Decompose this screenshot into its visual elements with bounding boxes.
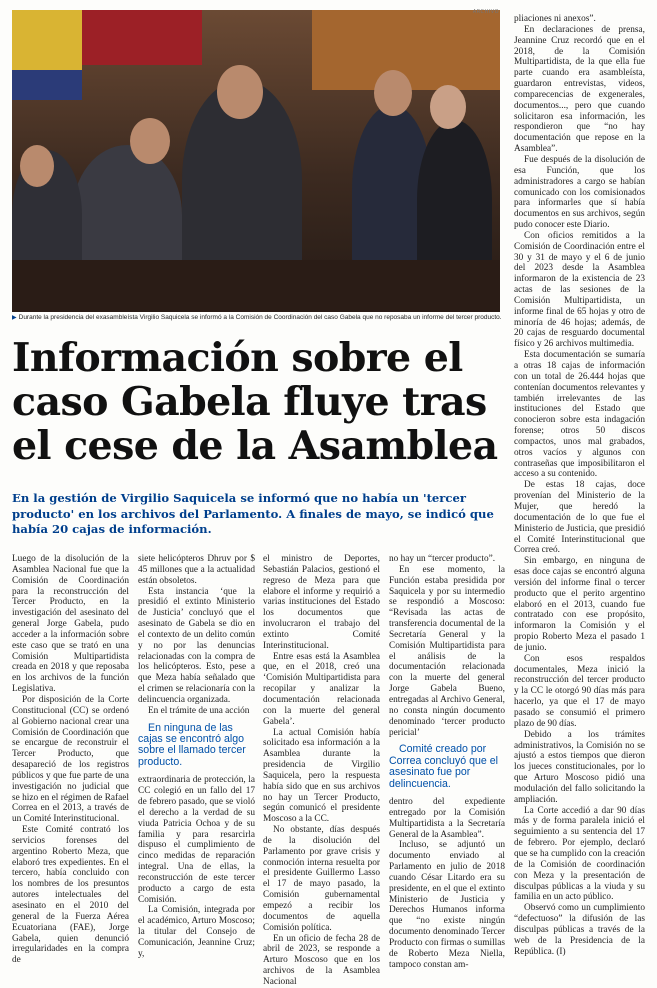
paragraph: el ministro de Deportes, Sebastián Palacios, gestionó el regreso de Meza para que elabore el informe y requirió a varias instituciones del Estado los documentos que involucraron el trabajo del extinto Comité Interinstitucional. [263,554,380,651]
paragraph: Debido a los trámites administrativos, la Comisión no se ajustó a estos tiempos que dieron los jueces constitucionales, por lo que Arturo Moscoso pidió una modulación del fallo solicitando la ampliación. [514,729,645,805]
news-photo [12,10,500,312]
paragraph: extraordinaria de protección, la CC colegió en un fallo del 17 de febrero pasado, que se violó el derecho a la verdad de su viuda Patricia Ochoa y de su familia y para resarcirla dispuso el cumplimiento de cinco medidas de reparación integral. Una de ellas, la reconstrucción de este tercer producto a cargo de esta Comisión. [138,775,255,905]
caption-text: Durante la presidencia del exasambleísta Virgilio Saquicela se informó a la Comisión de Coordinación del caso Gabela que no reposaba un informe del tercer producto. [18,314,502,321]
paragraph: La Comisión, integrada por el académico, Arturo Moscoso; la titular del Consejo de Comunicación, Jeannine Cruz; y, [138,905,255,959]
flag-yellow-band [12,10,82,70]
paragraph: Incluso, se adjuntó un documento enviado al Parlamento en julio de 2018 cuando César Litardo era su presidente, en el que el extinto Ministerio de Justicia y Derechos Humanos informa que “no existe ningún documento denominado Tercer Producto con firmas o sumillas de Roberto Meza Niella, tampoco constan am- [389,840,505,970]
body-column-1 [12,554,129,966]
caption-marker-icon: ▶ [12,315,17,321]
paragraph: Por disposición de la Corte Constitucional (CC) se ordenó al Gobierno nacional crear una Comisión de Coordinación que se encargue de reconstruir el Tercer Producto, que desapareció de los registros públicos y que fue parte de una investigación no judicial que se hizo en el régimen de Rafael Correa en el 2013, a través de un Comité Interinstitucional. [12,694,129,825]
person-woman-head [430,85,466,129]
paragraph: Con esos respaldos documentales, Meza inició la reconstrucción del tercer producto y la CC le otorgó 90 días más para hacerlo, ya que el 17 de mayo pasado se consumió el primero plazo de 90 días. [514,653,645,729]
paragraph: Observó como un cumplimiento “defectuoso” la difusión de las disculpas públicas a través de la web de la Presidencia de la República. (I) [514,903,645,957]
body-column-4 [389,554,505,970]
paragraph: En ese momento, la Función estaba presidida por Saquicela y por su intermedio se respondió a Moscoso: “Revisada las actas de transferencia documental de la Secretaría General y la Comisión Multipartidista para el análisis de la documentación relacionada con la muerte del general Jorge Gabela Bueno, entregadas al Archivo General, no consta ningún documento denominado ‘tercer producto pericial’ [389,564,505,738]
pull-quote: En ninguna de las cajas se encontró algo sobre el llamado tercer producto. [138,721,246,768]
paragraph: En declaraciones de prensa, Jeannine Cruz recordó que en el 2018, de la Comisión Multipartidista, de la que ella fue parte cuando era asambleísta, guardaron entrevistas, videos, comparecencias de exgenerales, documentos..., pero que cuando solicitaron esa información, les respondieron que “no hay documentación que repose en la Asamblea”. [514,24,645,155]
body-column-3 [263,554,380,988]
pull-quote: Comité creado por Correa concluyó que el asesinato fue por delincuencia. [389,743,498,790]
person-right-head [374,70,412,116]
paragraph: Fue después de la disolución de esa Función, que los administradores a cargo se habían comunicado con los comisionados para informarles que sí había documentos en sus archivos, según pudo conocer este Diario. [514,154,645,231]
paragraph: Esta documentación se sumaría a otras 18 cajas de información con un total de 26.444 hojas que contenían documentos relevantes y también irrelevantes de las instituciones del Estado que conocieron sobre esta indagación forense; otros 50 discos compactos, unos mal grabados, otros vacíos y algunos con contraseñas que imposibilitaron el acceso a su contenido. [514,350,645,480]
paragraph: pliaciones ni anexos”. [514,14,596,24]
paragraph: Este Comité contrató los servicios forenses del argentino Roberto Meza, que elaboró tres expedientes. En el tercero, había concluido con los nombres de los presuntos autores intelectuales del asesinato en el 2010 del general de la Fuerza Aérea Ecuatoriana (FAE), Jorge Gabela, quien denunció irregularidades en la compra de [12,825,129,966]
headline: Información sobre el caso Gabela fluye tras el cese de la Asamblea [12,335,498,469]
paragraph: Entre esas está la Asamblea que, en el 2018, creó una ‘Comisión Multipartidista para recopilar y analizar la documentación relacionada con la muerte del general Gabela’. [263,651,380,727]
paragraph: La Corte accedió a dar 90 días más y de forma paralela inició el seguimiento a su sentencia del 17 de febrero. Por ejemplo, declaró que se ha cumplido con la creación de la Comisión de coordinación con Meza y la presentación de disculpas públicas a la viuda y su familia en un acto público. [514,805,645,903]
paragraph: Luego de la disolución de la Asamblea Nacional fue que la Comisión de Coordinación para la reconstrucción del Tercer Producto, en la investigación del asesinato del general Jorge Gabela, pudo acceder a la información sobre este caso que se trató en una Comisión Multipartidista creada en 2018 y que reposaba en los archivos de la función Legislativa. [12,554,129,695]
person-woman [417,120,492,280]
person-far-left-head [20,145,54,187]
flag-blue-band [12,70,82,100]
photo-credit: ARCHIVO [472,9,499,15]
body-column-5 [514,14,645,957]
body-column-2 [138,554,255,960]
person-center-head [217,65,263,119]
paragraph: Esta instancia ‘que la presidió el extinto Ministerio de Justicia’ concluyó que el asesinato de Gabela se dio en el contexto de un delito común y no por las denuncias relacionadas con la compra de los helicópteros. Esto, pese a que Meza había señalado que el crimen se relacionaría con la delincuencia organizada. [138,586,255,705]
person-left-head [130,118,170,164]
photo-caption [12,314,500,321]
paragraph: No obstante, días después de la disolución del Parlamento por grave crisis y conmoción interna resuelta por el presidente Guillermo Lasso el 17 de mayo pasado, la Comisión gubernamental empezó a recibir los documentos de aquella Comisión política. [263,825,380,933]
paragraph: siete helicópteros Dhruv por $ 45 millones que a la actualidad están obsoletos. [138,554,255,586]
paragraph: En un oficio de fecha 28 de abril de 2023, se responde a Arturo Moscoso que en los archivos de la Asamblea Nacional [263,933,380,987]
paragraph: Sin embargo, en ninguna de esas doce cajas se encontró alguna versión del informe final o tercer producto que el perito argentino elaboró en el 2013, cuando fue contratado con ese propósito, informaron la Comisión y el propio Roberto Meza el pasado 1 de junio. [514,556,645,653]
paragraph: La actual Comisión había solicitado esa información a la Asamblea durante la presidencia de Virgilio Saquicela, pero la respuesta había sido que en sus archivos no hay un Tercer Producto, según comunicó el presidente Moscoso a la CC. [263,727,380,825]
subheadline: En la gestión de Virgilio Saquicela se informó que no había un 'tercer producto' en los archivos del Parlamento. A finales de mayo, se indicó que había 20 cajas de información. [12,491,494,536]
paragraph: Con oficios remitidos a la Comisión de Coordinación entre el 30 y 31 de mayo y el 6 de junio del 2023 desde la Asamblea informaron de la existencia de 23 actas de las sesiones de la Comisión Multipartidista, un informe final de 65 hojas y otro de minoría de 46 hojas; además, de 20 cajas de resguardo documental físico y 26 archivos multimedia. [514,230,645,350]
paragraph: no hay un “tercer producto”. [389,554,496,564]
paragraph: En el trámite de una acción [148,705,250,716]
flag-red-band [82,10,202,65]
paragraph: dentro del expediente entregado por la Comisión Multipartidista a la Secretaría General de la Asamblea”. [389,796,505,840]
paragraph: De estas 18 cajas, doce provenían del Ministerio de la Mujer, que heredó la documentación de lo que fue el Ministerio de Justicia, que presidió el Comité Interinstitucional que Correa creó. [514,480,645,556]
desk [12,260,500,312]
